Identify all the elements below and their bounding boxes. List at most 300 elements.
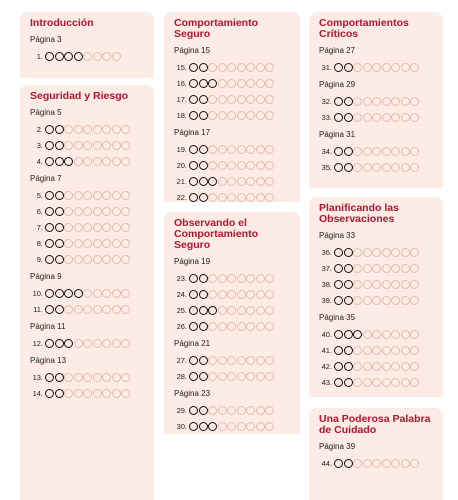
filled-circle-icon[interactable] [55,239,64,248]
filled-circle-icon[interactable] [334,459,343,468]
empty-circle-icon[interactable] [218,145,227,154]
filled-circle-icon[interactable] [199,79,208,88]
empty-circle-icon[interactable] [401,459,410,468]
empty-circle-icon[interactable] [227,290,236,299]
empty-circle-icon[interactable] [401,163,410,172]
empty-circle-icon[interactable] [265,356,274,365]
empty-circle-icon[interactable] [112,125,121,134]
empty-circle-icon[interactable] [64,207,73,216]
empty-circle-icon[interactable] [227,406,236,415]
empty-circle-icon[interactable] [256,111,265,120]
filled-circle-icon[interactable] [199,145,208,154]
empty-circle-icon[interactable] [237,111,246,120]
empty-circle-icon[interactable] [121,339,130,348]
empty-circle-icon[interactable] [372,63,381,72]
filled-circle-icon[interactable] [334,63,343,72]
empty-circle-icon[interactable] [93,239,102,248]
empty-circle-icon[interactable] [218,406,227,415]
empty-circle-icon[interactable] [102,207,111,216]
empty-circle-icon[interactable] [208,372,217,381]
empty-circle-icon[interactable] [353,113,362,122]
filled-circle-icon[interactable] [55,305,64,314]
empty-circle-icon[interactable] [256,177,265,186]
empty-circle-icon[interactable] [391,147,400,156]
empty-circle-icon[interactable] [208,111,217,120]
filled-circle-icon[interactable] [45,305,54,314]
empty-circle-icon[interactable] [265,95,274,104]
empty-circle-icon[interactable] [353,264,362,273]
empty-circle-icon[interactable] [121,305,130,314]
empty-circle-icon[interactable] [391,264,400,273]
empty-circle-icon[interactable] [112,389,121,398]
empty-circle-icon[interactable] [112,141,121,150]
empty-circle-icon[interactable] [112,373,121,382]
empty-circle-icon[interactable] [218,63,227,72]
empty-circle-icon[interactable] [64,239,73,248]
empty-circle-icon[interactable] [227,63,236,72]
empty-circle-icon[interactable] [74,141,83,150]
empty-circle-icon[interactable] [227,95,236,104]
empty-circle-icon[interactable] [391,113,400,122]
empty-circle-icon[interactable] [227,422,236,431]
empty-circle-icon[interactable] [246,372,255,381]
empty-circle-icon[interactable] [112,207,121,216]
empty-circle-icon[interactable] [391,248,400,257]
empty-circle-icon[interactable] [353,97,362,106]
empty-circle-icon[interactable] [74,389,83,398]
empty-circle-icon[interactable] [246,274,255,283]
filled-circle-icon[interactable] [199,95,208,104]
filled-circle-icon[interactable] [55,52,64,61]
empty-circle-icon[interactable] [93,191,102,200]
empty-circle-icon[interactable] [410,280,419,289]
empty-circle-icon[interactable] [382,113,391,122]
empty-circle-icon[interactable] [93,125,102,134]
empty-circle-icon[interactable] [227,145,236,154]
empty-circle-icon[interactable] [218,356,227,365]
empty-circle-icon[interactable] [401,296,410,305]
filled-circle-icon[interactable] [334,296,343,305]
filled-circle-icon[interactable] [189,274,198,283]
filled-circle-icon[interactable] [344,362,353,371]
empty-circle-icon[interactable] [363,147,372,156]
empty-circle-icon[interactable] [372,459,381,468]
empty-circle-icon[interactable] [391,63,400,72]
filled-circle-icon[interactable] [199,274,208,283]
empty-circle-icon[interactable] [391,163,400,172]
empty-circle-icon[interactable] [363,264,372,273]
empty-circle-icon[interactable] [112,305,121,314]
filled-circle-icon[interactable] [344,459,353,468]
filled-circle-icon[interactable] [344,163,353,172]
empty-circle-icon[interactable] [382,459,391,468]
empty-circle-icon[interactable] [121,157,130,166]
empty-circle-icon[interactable] [121,125,130,134]
empty-circle-icon[interactable] [74,207,83,216]
empty-circle-icon[interactable] [363,346,372,355]
filled-circle-icon[interactable] [208,79,217,88]
empty-circle-icon[interactable] [74,239,83,248]
empty-circle-icon[interactable] [256,193,265,202]
filled-circle-icon[interactable] [64,289,73,298]
empty-circle-icon[interactable] [372,346,381,355]
empty-circle-icon[interactable] [237,372,246,381]
empty-circle-icon[interactable] [391,330,400,339]
filled-circle-icon[interactable] [189,63,198,72]
empty-circle-icon[interactable] [256,422,265,431]
empty-circle-icon[interactable] [93,223,102,232]
filled-circle-icon[interactable] [45,255,54,264]
empty-circle-icon[interactable] [256,290,265,299]
empty-circle-icon[interactable] [208,274,217,283]
empty-circle-icon[interactable] [353,248,362,257]
empty-circle-icon[interactable] [353,459,362,468]
empty-circle-icon[interactable] [93,305,102,314]
empty-circle-icon[interactable] [401,378,410,387]
filled-circle-icon[interactable] [353,330,362,339]
empty-circle-icon[interactable] [246,290,255,299]
empty-circle-icon[interactable] [246,111,255,120]
empty-circle-icon[interactable] [382,378,391,387]
empty-circle-icon[interactable] [410,248,419,257]
filled-circle-icon[interactable] [344,346,353,355]
empty-circle-icon[interactable] [401,248,410,257]
empty-circle-icon[interactable] [74,339,83,348]
empty-circle-icon[interactable] [372,163,381,172]
empty-circle-icon[interactable] [265,177,274,186]
empty-circle-icon[interactable] [83,207,92,216]
empty-circle-icon[interactable] [382,248,391,257]
empty-circle-icon[interactable] [218,193,227,202]
empty-circle-icon[interactable] [401,330,410,339]
empty-circle-icon[interactable] [401,280,410,289]
empty-circle-icon[interactable] [372,264,381,273]
empty-circle-icon[interactable] [93,339,102,348]
empty-circle-icon[interactable] [227,161,236,170]
empty-circle-icon[interactable] [410,459,419,468]
empty-circle-icon[interactable] [121,141,130,150]
empty-circle-icon[interactable] [227,111,236,120]
empty-circle-icon[interactable] [83,125,92,134]
empty-circle-icon[interactable] [237,145,246,154]
empty-circle-icon[interactable] [93,207,102,216]
empty-circle-icon[interactable] [218,177,227,186]
empty-circle-icon[interactable] [265,306,274,315]
empty-circle-icon[interactable] [410,296,419,305]
filled-circle-icon[interactable] [334,163,343,172]
filled-circle-icon[interactable] [45,207,54,216]
filled-circle-icon[interactable] [55,223,64,232]
filled-circle-icon[interactable] [344,113,353,122]
empty-circle-icon[interactable] [121,223,130,232]
empty-circle-icon[interactable] [246,79,255,88]
empty-circle-icon[interactable] [237,356,246,365]
filled-circle-icon[interactable] [189,290,198,299]
empty-circle-icon[interactable] [93,141,102,150]
filled-circle-icon[interactable] [344,97,353,106]
empty-circle-icon[interactable] [256,63,265,72]
filled-circle-icon[interactable] [199,111,208,120]
empty-circle-icon[interactable] [363,63,372,72]
empty-circle-icon[interactable] [121,389,130,398]
empty-circle-icon[interactable] [121,255,130,264]
empty-circle-icon[interactable] [237,306,246,315]
empty-circle-icon[interactable] [112,255,121,264]
filled-circle-icon[interactable] [344,330,353,339]
empty-circle-icon[interactable] [218,161,227,170]
empty-circle-icon[interactable] [401,97,410,106]
filled-circle-icon[interactable] [344,264,353,273]
filled-circle-icon[interactable] [45,373,54,382]
empty-circle-icon[interactable] [256,356,265,365]
empty-circle-icon[interactable] [391,362,400,371]
empty-circle-icon[interactable] [237,274,246,283]
empty-circle-icon[interactable] [363,280,372,289]
filled-circle-icon[interactable] [334,97,343,106]
empty-circle-icon[interactable] [265,322,274,331]
empty-circle-icon[interactable] [83,157,92,166]
empty-circle-icon[interactable] [401,362,410,371]
empty-circle-icon[interactable] [265,145,274,154]
filled-circle-icon[interactable] [55,389,64,398]
filled-circle-icon[interactable] [334,248,343,257]
empty-circle-icon[interactable] [401,113,410,122]
filled-circle-icon[interactable] [64,157,73,166]
empty-circle-icon[interactable] [372,330,381,339]
empty-circle-icon[interactable] [391,378,400,387]
empty-circle-icon[interactable] [265,63,274,72]
empty-circle-icon[interactable] [265,422,274,431]
filled-circle-icon[interactable] [189,306,198,315]
filled-circle-icon[interactable] [74,52,83,61]
empty-circle-icon[interactable] [372,362,381,371]
empty-circle-icon[interactable] [265,274,274,283]
empty-circle-icon[interactable] [401,264,410,273]
empty-circle-icon[interactable] [227,356,236,365]
empty-circle-icon[interactable] [246,306,255,315]
filled-circle-icon[interactable] [344,248,353,257]
empty-circle-icon[interactable] [83,239,92,248]
filled-circle-icon[interactable] [55,157,64,166]
empty-circle-icon[interactable] [410,362,419,371]
filled-circle-icon[interactable] [334,113,343,122]
filled-circle-icon[interactable] [55,125,64,134]
empty-circle-icon[interactable] [363,163,372,172]
empty-circle-icon[interactable] [372,113,381,122]
empty-circle-icon[interactable] [372,97,381,106]
filled-circle-icon[interactable] [55,207,64,216]
filled-circle-icon[interactable] [55,141,64,150]
empty-circle-icon[interactable] [372,280,381,289]
empty-circle-icon[interactable] [391,459,400,468]
empty-circle-icon[interactable] [256,161,265,170]
empty-circle-icon[interactable] [112,339,121,348]
empty-circle-icon[interactable] [102,141,111,150]
empty-circle-icon[interactable] [265,79,274,88]
empty-circle-icon[interactable] [227,79,236,88]
filled-circle-icon[interactable] [55,255,64,264]
empty-circle-icon[interactable] [121,289,130,298]
empty-circle-icon[interactable] [237,161,246,170]
filled-circle-icon[interactable] [45,125,54,134]
filled-circle-icon[interactable] [55,289,64,298]
empty-circle-icon[interactable] [121,191,130,200]
empty-circle-icon[interactable] [218,306,227,315]
filled-circle-icon[interactable] [189,372,198,381]
empty-circle-icon[interactable] [208,290,217,299]
filled-circle-icon[interactable] [199,63,208,72]
empty-circle-icon[interactable] [93,52,102,61]
empty-circle-icon[interactable] [208,322,217,331]
empty-circle-icon[interactable] [64,305,73,314]
empty-circle-icon[interactable] [237,193,246,202]
empty-circle-icon[interactable] [256,372,265,381]
filled-circle-icon[interactable] [55,373,64,382]
empty-circle-icon[interactable] [102,389,111,398]
empty-circle-icon[interactable] [246,95,255,104]
empty-circle-icon[interactable] [93,255,102,264]
filled-circle-icon[interactable] [55,191,64,200]
empty-circle-icon[interactable] [382,362,391,371]
empty-circle-icon[interactable] [93,289,102,298]
filled-circle-icon[interactable] [199,193,208,202]
empty-circle-icon[interactable] [83,141,92,150]
empty-circle-icon[interactable] [237,177,246,186]
empty-circle-icon[interactable] [74,191,83,200]
filled-circle-icon[interactable] [334,378,343,387]
empty-circle-icon[interactable] [410,378,419,387]
empty-circle-icon[interactable] [410,330,419,339]
empty-circle-icon[interactable] [237,406,246,415]
empty-circle-icon[interactable] [246,193,255,202]
empty-circle-icon[interactable] [237,322,246,331]
empty-circle-icon[interactable] [382,97,391,106]
empty-circle-icon[interactable] [363,330,372,339]
empty-circle-icon[interactable] [410,346,419,355]
empty-circle-icon[interactable] [102,373,111,382]
filled-circle-icon[interactable] [334,346,343,355]
empty-circle-icon[interactable] [410,97,419,106]
filled-circle-icon[interactable] [189,161,198,170]
empty-circle-icon[interactable] [353,280,362,289]
filled-circle-icon[interactable] [189,111,198,120]
filled-circle-icon[interactable] [344,63,353,72]
empty-circle-icon[interactable] [382,346,391,355]
filled-circle-icon[interactable] [199,322,208,331]
empty-circle-icon[interactable] [208,145,217,154]
empty-circle-icon[interactable] [64,255,73,264]
filled-circle-icon[interactable] [334,330,343,339]
empty-circle-icon[interactable] [74,223,83,232]
empty-circle-icon[interactable] [83,289,92,298]
filled-circle-icon[interactable] [55,339,64,348]
filled-circle-icon[interactable] [199,406,208,415]
empty-circle-icon[interactable] [382,280,391,289]
empty-circle-icon[interactable] [102,289,111,298]
empty-circle-icon[interactable] [83,223,92,232]
filled-circle-icon[interactable] [334,280,343,289]
filled-circle-icon[interactable] [344,378,353,387]
filled-circle-icon[interactable] [64,339,73,348]
empty-circle-icon[interactable] [382,63,391,72]
empty-circle-icon[interactable] [391,296,400,305]
filled-circle-icon[interactable] [45,223,54,232]
empty-circle-icon[interactable] [208,356,217,365]
empty-circle-icon[interactable] [401,63,410,72]
empty-circle-icon[interactable] [353,147,362,156]
filled-circle-icon[interactable] [199,161,208,170]
empty-circle-icon[interactable] [237,63,246,72]
empty-circle-icon[interactable] [246,356,255,365]
filled-circle-icon[interactable] [189,79,198,88]
filled-circle-icon[interactable] [45,52,54,61]
empty-circle-icon[interactable] [121,207,130,216]
empty-circle-icon[interactable] [112,191,121,200]
empty-circle-icon[interactable] [363,113,372,122]
empty-circle-icon[interactable] [363,362,372,371]
filled-circle-icon[interactable] [199,372,208,381]
filled-circle-icon[interactable] [189,193,198,202]
filled-circle-icon[interactable] [208,306,217,315]
empty-circle-icon[interactable] [256,145,265,154]
empty-circle-icon[interactable] [218,274,227,283]
empty-circle-icon[interactable] [246,422,255,431]
empty-circle-icon[interactable] [74,157,83,166]
empty-circle-icon[interactable] [353,346,362,355]
filled-circle-icon[interactable] [45,339,54,348]
empty-circle-icon[interactable] [102,305,111,314]
empty-circle-icon[interactable] [102,125,111,134]
empty-circle-icon[interactable] [256,306,265,315]
empty-circle-icon[interactable] [410,113,419,122]
empty-circle-icon[interactable] [218,79,227,88]
empty-circle-icon[interactable] [218,372,227,381]
empty-circle-icon[interactable] [256,322,265,331]
empty-circle-icon[interactable] [83,52,92,61]
filled-circle-icon[interactable] [199,356,208,365]
empty-circle-icon[interactable] [265,372,274,381]
empty-circle-icon[interactable] [112,157,121,166]
empty-circle-icon[interactable] [265,161,274,170]
empty-circle-icon[interactable] [208,161,217,170]
empty-circle-icon[interactable] [227,322,236,331]
empty-circle-icon[interactable] [121,373,130,382]
empty-circle-icon[interactable] [102,255,111,264]
empty-circle-icon[interactable] [83,305,92,314]
empty-circle-icon[interactable] [83,373,92,382]
empty-circle-icon[interactable] [227,306,236,315]
empty-circle-icon[interactable] [64,223,73,232]
filled-circle-icon[interactable] [199,422,208,431]
empty-circle-icon[interactable] [237,79,246,88]
filled-circle-icon[interactable] [189,145,198,154]
empty-circle-icon[interactable] [64,389,73,398]
empty-circle-icon[interactable] [246,406,255,415]
empty-circle-icon[interactable] [246,145,255,154]
empty-circle-icon[interactable] [218,95,227,104]
empty-circle-icon[interactable] [401,346,410,355]
filled-circle-icon[interactable] [189,177,198,186]
empty-circle-icon[interactable] [237,422,246,431]
empty-circle-icon[interactable] [382,264,391,273]
empty-circle-icon[interactable] [391,280,400,289]
filled-circle-icon[interactable] [45,191,54,200]
empty-circle-icon[interactable] [410,264,419,273]
empty-circle-icon[interactable] [64,191,73,200]
empty-circle-icon[interactable] [363,459,372,468]
filled-circle-icon[interactable] [208,177,217,186]
empty-circle-icon[interactable] [265,290,274,299]
